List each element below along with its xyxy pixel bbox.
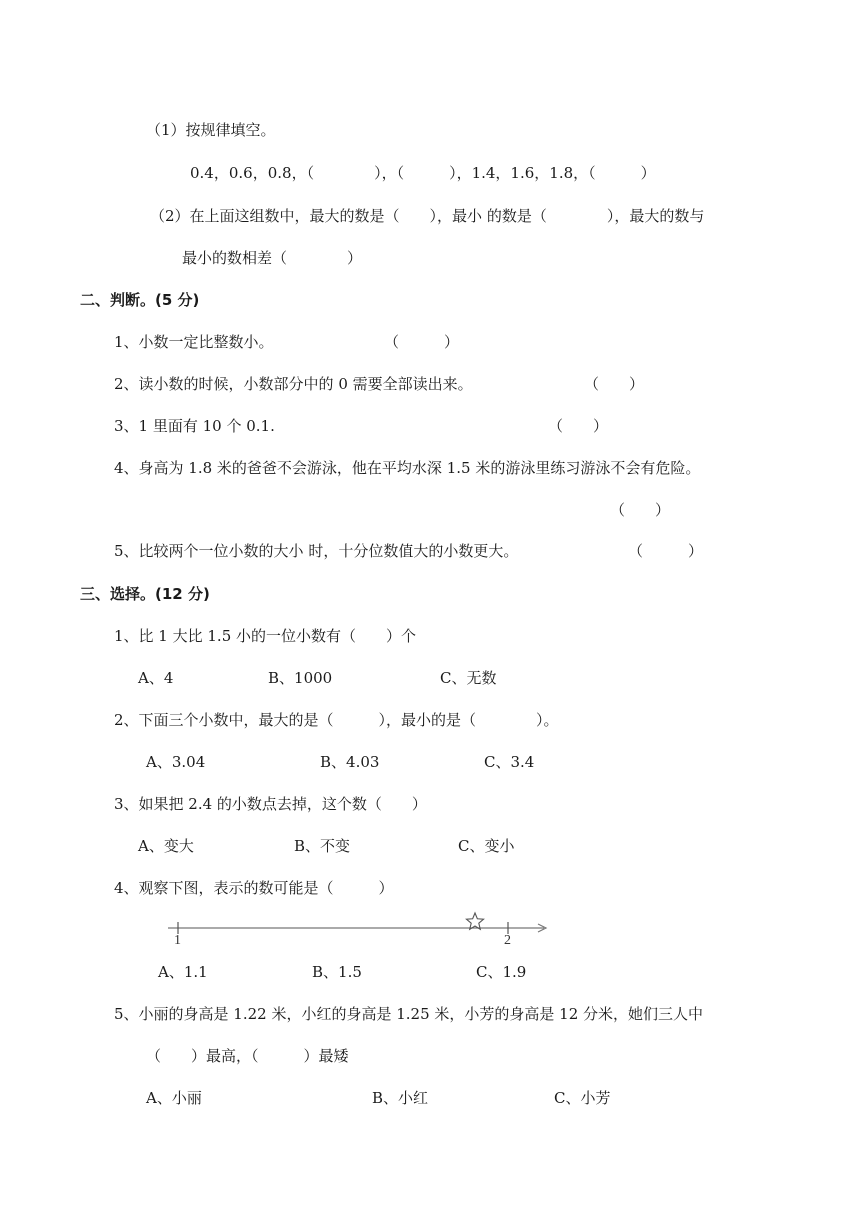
choice-q3: 3、如果把 2.4 的小数点去掉，这个数（ ） — [114, 795, 427, 813]
section-3-heading: 三、选择。(12 分) — [80, 585, 210, 603]
choice-q1-option-c[interactable]: C、无数 — [440, 669, 497, 687]
choice-q1-option-b[interactable]: B、1000 — [268, 669, 333, 687]
judge-item-2: 2、读小数的时候，小数部分中的 0 需要全部读出来。 — [114, 375, 473, 393]
judge-item-3: 3、1 里面有 10 个 0.1. — [114, 417, 275, 435]
choice-q1-option-a[interactable]: A、4 — [138, 669, 174, 687]
choice-q5-line-1: 5、小丽的身高是 1.22 米，小红的身高是 1.25 米，小芳的身高是 12 分米，她们三人中 — [114, 1005, 704, 1023]
star-icon — [466, 913, 483, 929]
section-2-heading: 二、判断。(5 分) — [80, 291, 200, 309]
sequence-fill-blanks: 0.4，0.6，0.8，（ ），（ ），1.4，1.6，1.8，（ ） — [190, 164, 656, 182]
judge-item-1: 1、小数一定比整数小。 — [114, 333, 274, 351]
choice-q3-option-c[interactable]: C、变小 — [458, 837, 515, 855]
judge-answer-4[interactable]: （ ） — [610, 501, 671, 519]
choice-q4-option-a[interactable]: A、1.1 — [158, 963, 208, 981]
choice-q3-option-b[interactable]: B、不变 — [294, 837, 351, 855]
tick-label-2: 2 — [504, 933, 511, 948]
tick-label-1: 1 — [174, 933, 181, 948]
judge-answer-1[interactable]: （ ） — [384, 333, 460, 351]
judge-item-5: 5、比较两个一位小数的大小 时，十分位数值大的小数更大。 — [114, 542, 519, 560]
choice-q4-option-b[interactable]: B、1.5 — [312, 963, 362, 981]
choice-q1: 1、比 1 大比 1.5 小的一位小数有（ ）个 — [114, 627, 417, 645]
choice-q2: 2、下面三个小数中，最大的是（ ），最小的是（ ）。 — [114, 711, 559, 729]
choice-q5-option-c[interactable]: C、小芳 — [554, 1089, 611, 1107]
choice-q2-option-c[interactable]: C、3.4 — [484, 753, 535, 771]
choice-q4-option-c[interactable]: C、1.9 — [476, 963, 527, 981]
question-1-prompt: （1）按规律填空。 — [146, 121, 276, 139]
judge-answer-2[interactable]: （ ） — [584, 375, 645, 393]
choice-q5-option-b[interactable]: B、小红 — [372, 1089, 429, 1107]
choice-q3-option-a[interactable]: A、变大 — [138, 837, 194, 855]
choice-q5-line-2: （ ）最高，（ ）最矮 — [146, 1047, 349, 1065]
question-2-line-2: 最小的数相差（ ） — [182, 249, 363, 267]
choice-q4: 4、观察下图，表示的数可能是（ ） — [114, 879, 394, 897]
judge-answer-5[interactable]: （ ） — [628, 542, 704, 560]
choice-q2-option-b[interactable]: B、4.03 — [320, 753, 380, 771]
choice-q5-option-a[interactable]: A、小丽 — [146, 1089, 202, 1107]
number-line-figure — [160, 908, 560, 948]
judge-item-4: 4、身高为 1.8 米的爸爸不会游泳，他在平均水深 1.5 米的游泳里练习游泳不会有危险。 — [114, 459, 701, 477]
judge-answer-3[interactable]: （ ） — [548, 417, 609, 435]
choice-q2-option-a[interactable]: A、3.04 — [146, 753, 206, 771]
question-2-line-1: （2）在上面这组数中，最大的数是（ ），最小 的数是（ ），最大的数与 — [150, 207, 705, 225]
